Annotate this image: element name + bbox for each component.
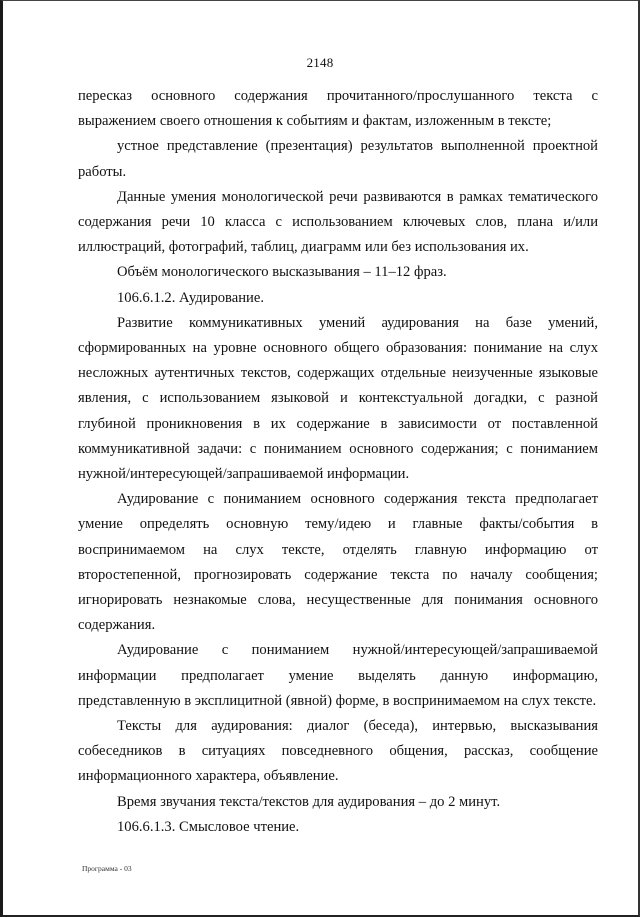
page-number: 2148 (306, 55, 334, 70)
section-heading-listening: 106.6.1.2. Аудирование. (117, 289, 264, 306)
paragraph-presentation: устное представление (презентация) результатов выполненной проектной работы. (78, 138, 598, 180)
paragraph-listening-development: Развитие коммуникативных умений аудирования на базе умений, сформированных на уровне основного общего образования: понимание на слух несложных аутентичных текстов, содержащих отдельные неизученные языковые явления, с использованием языковой и контекстуальной догадки, с разной глубиной проникновения в их содержание в зависимости от поставленной коммуникативной задачи: с пониманием основного содержания; с пониманием нужной/интересующей/запрашиваемой информации. (78, 314, 598, 483)
paragraph-monologue-skills: Данные умения монологической речи развиваются в рамках тематического содержания речи 10 класса с использованием ключевых слов, плана и/или иллюстраций, фотографий, таблиц, диаграмм или без использования их. (78, 188, 598, 256)
document-body (78, 84, 598, 840)
paragraph-listening-specific-info: Аудирование с пониманием нужной/интересующей/запрашиваемой информации предполагает умение выделять данную информацию, представленную в эксплицитной (явной) форме, в воспринимаемом на слух тексте. (78, 642, 598, 709)
footer-program-code: Программа - 03 (82, 864, 132, 873)
paragraph-listening-texts: Тексты для аудирования: диалог (беседа), интервью, высказывания собеседников в ситуациях повседневного общения, рассказ, сообщение информационного характера, объявление. (78, 718, 598, 785)
paragraph-retelling: пересказ основного содержания прочитанного/прослушанного текста с выражением своего отношения к событиям и фактам, изложенным в тексте; (78, 88, 598, 130)
paragraph-listening-duration: Время звучания текста/текстов для аудирования – до 2 минут. (117, 793, 501, 810)
paragraph-monologue-volume: Объём монологического высказывания – 11–12 фраз. (117, 264, 447, 281)
paragraph-listening-main-content: Аудирование с пониманием основного содержания текста предполагает умение определять основную тему/идею и главные факты/события в воспринимаемом на слух тексте, отделять главную информацию от второстепенной, прогнозировать содержание текста по началу сообщения; игнорировать незнакомые слова, несущественные для понимания основного содержания. (78, 491, 598, 634)
section-heading-reading: 106.6.1.3. Смысловое чтение. (117, 818, 300, 835)
